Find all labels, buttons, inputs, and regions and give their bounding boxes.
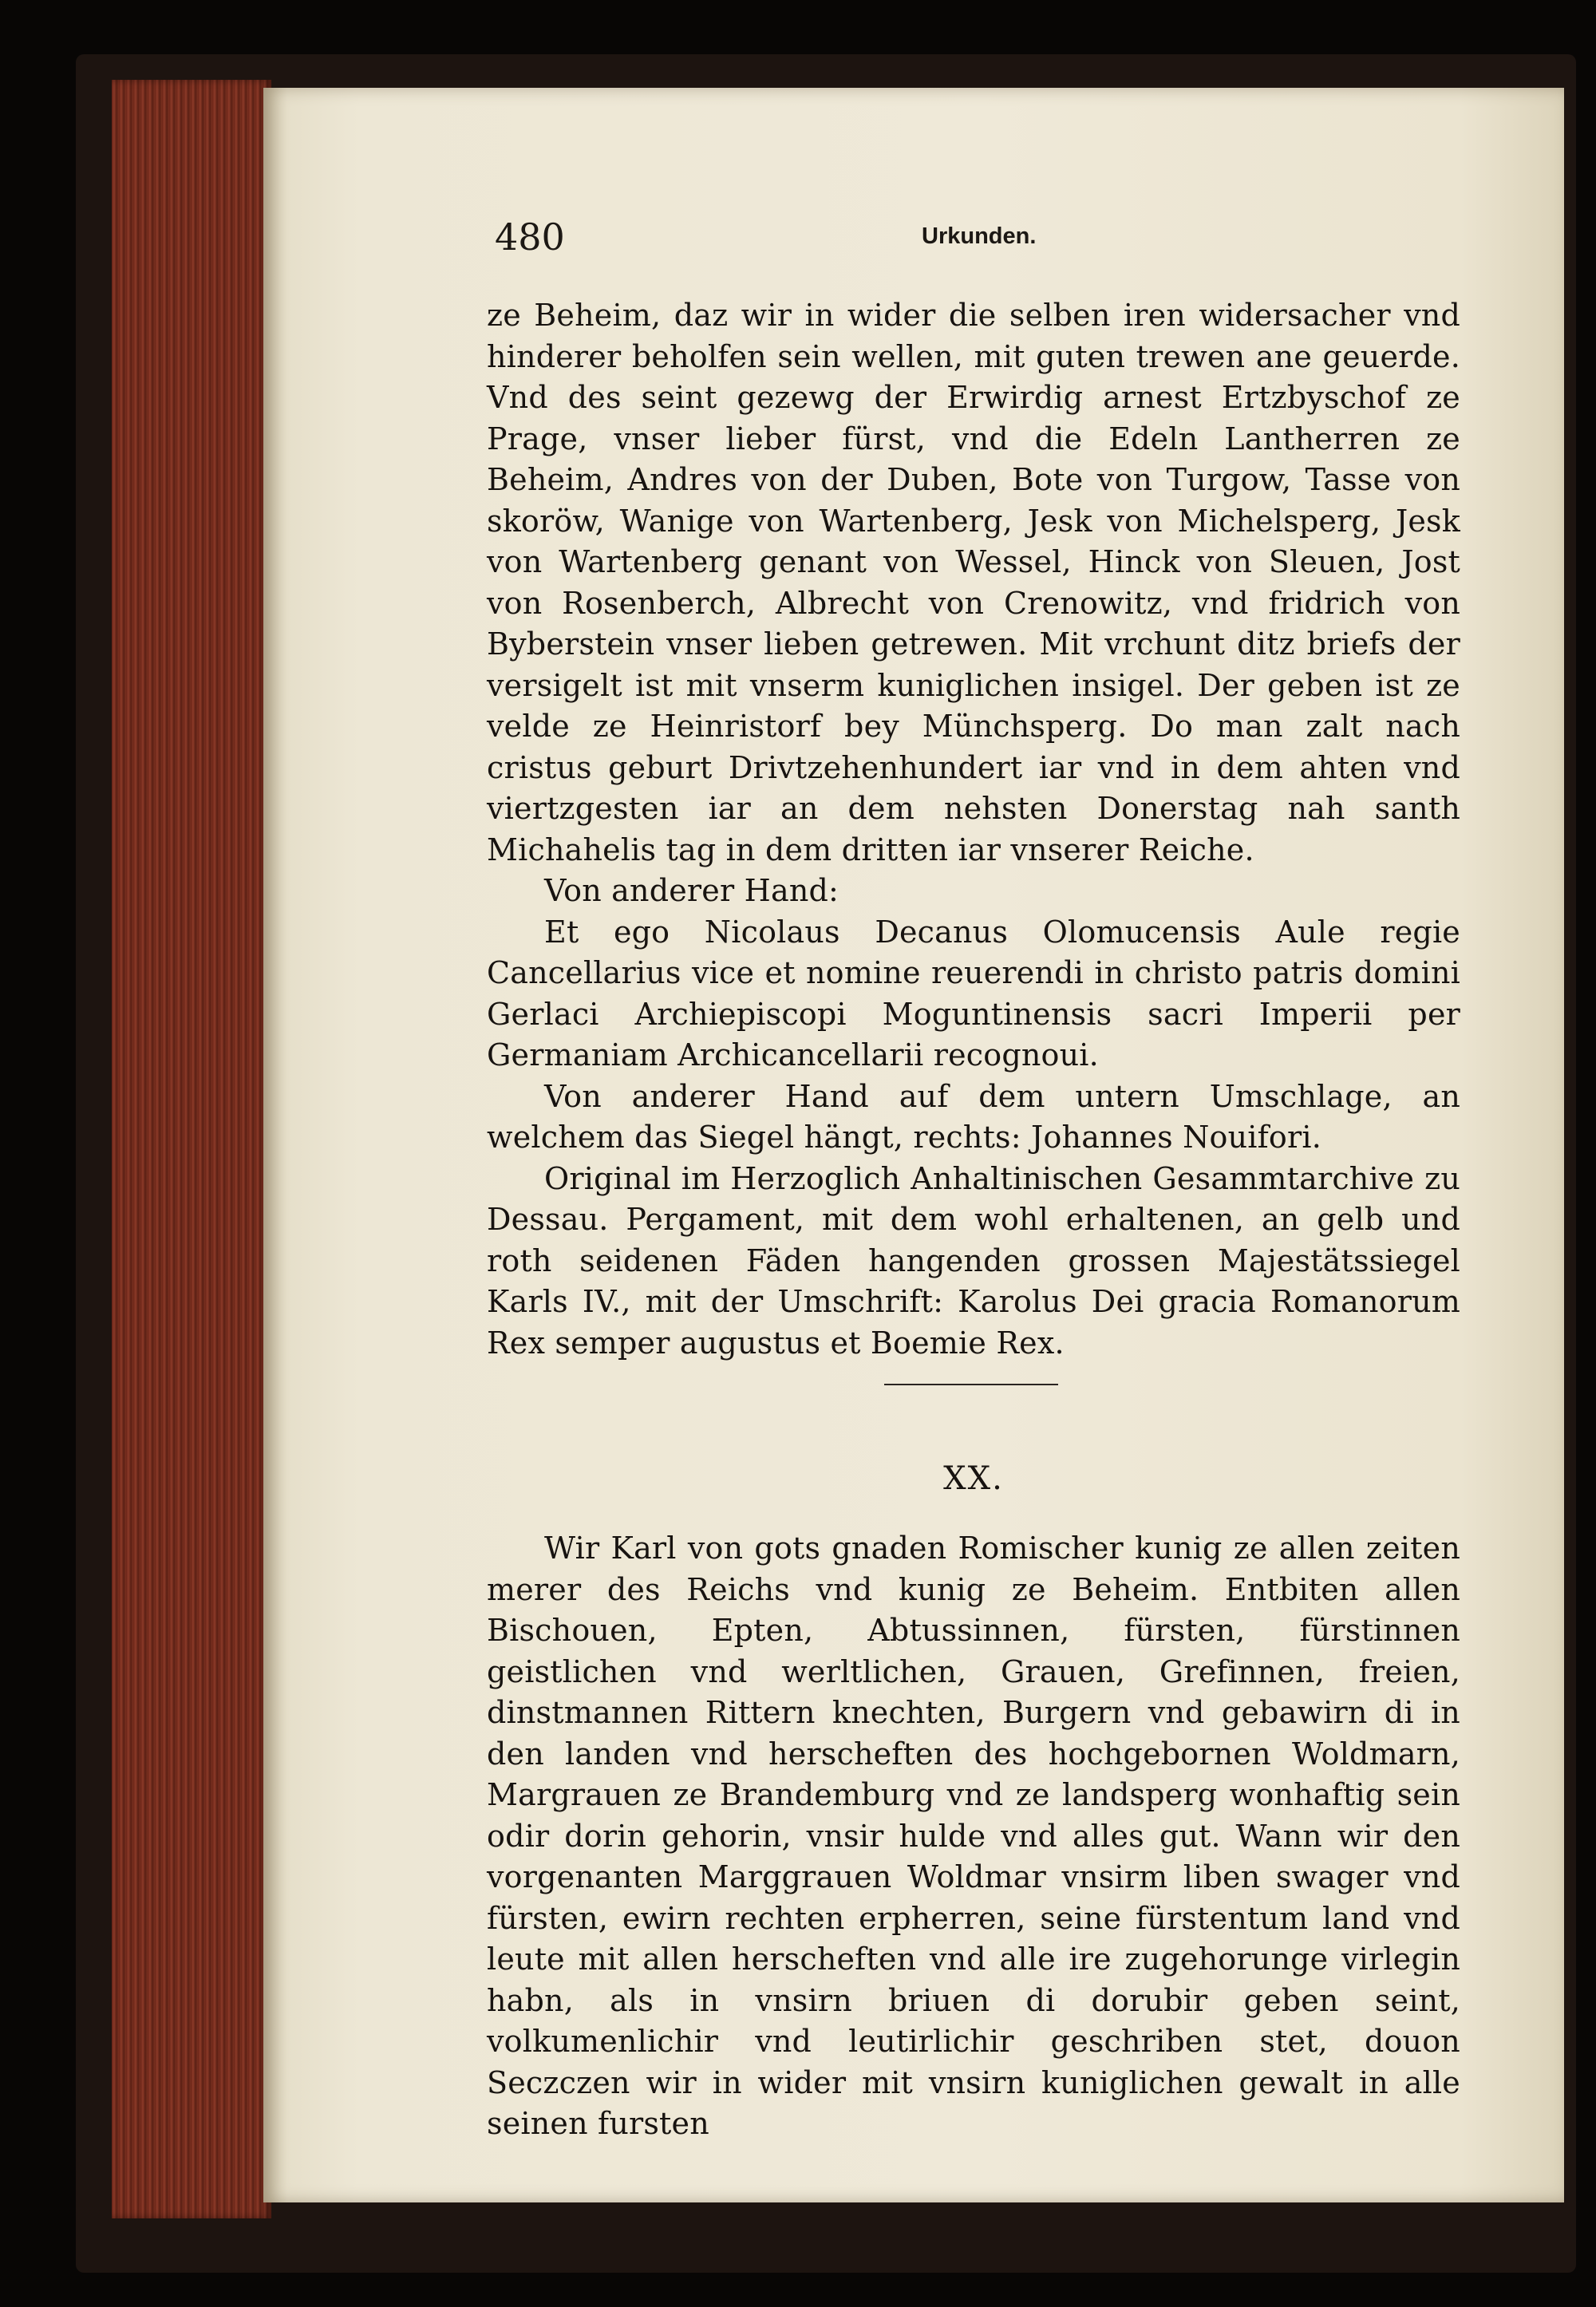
section-divider [884,1384,1058,1385]
page-header [495,215,1053,263]
paragraph: Et ego Nicolaus Decanus Olomucensis Aule regie Cancellarius vice et nomine reuerendi in christo patris domini Gerlaci Archiepiscopi Moguntinensis sacri Imperii per Germaniam Archicancellarii recognoui. [487,914,1460,1073]
document-b-text [487,1528,1460,2145]
running-title: Urkunden. [922,223,1037,249]
paragraph: Wir Karl von gots gnaden Romischer kunig ze allen zeiten merer des Reichs vnd kunig ze Beheim. Entbiten allen Bischouen, Epten, Abtussinnen, fürsten, fürstinnen geistlichen vnd werltlichen, Grauen, Grefinnen, freien, dinstmannen Rittern knechten, Burgern vnd gebawirn di in den landen vnd herscheften des hochgebornen Woldmarn, Margrauen ze Brandemburg vnd ze landsperg wonhaftig sein odir dorin gehorin, vnsir hulde vnd alles gut. Wann wir den vorgenanten Marggrauen Woldmar vnsirm liben swager vnd fürsten, ewirn rechten erpherren, seine fürstentum land vnd leute mit allen herscheften vnd alle ire zugehorunge virlegin habn, als in vnsirn briuen di dorubir geben seint, volkumenlichir vnd leutirlichir geschriben stet, douon Seczczen wir in wider mit vnsirn kuniglichen gewalt in alle seinen fursten [487,1531,1460,2141]
paragraph: Original im Herzoglich Anhaltinischen Gesammtarchive zu Dessau. Pergament, mit dem wohl erhaltenen, an gelb und roth seidenen Fäden hangenden grossen Majestätssiegel Karls IV., mit der Umschrift: Karolus Dei gracia Romanorum Rex semper augustus et Boemie Rex. [487,1160,1460,1361]
paragraph: Von anderer Hand auf dem untern Umschlage, an welchem das Siegel hängt, rechts: Johannes Nouifori. [487,1078,1460,1155]
page-edges [112,80,271,2218]
document-a-text [487,295,1460,1364]
page-number: 480 [495,215,565,259]
paragraph: ze Beheim, daz wir in wider die selben iren widersacher vnd hinderer beholfen sein wellen, mit guten trewen ane geuerde. Vnd des seint gezewg der Erwirdig arnest Ertzbyschof ze Prage, vnser lieber fürst, vnd die Edeln Lantherren ze Beheim, Andres von der Duben, Bote von Turgow, Tasse von skoröw, Wanige von Wartenberg, Jesk von Michelsperg, Jesk von Wartenberg genant von Wessel, Hinck von Sleuen, Jost von Rosenberch, Albrecht von Crenowitz, vnd fridrich von Byberstein vnser lieben getrewen. Mit vrchunt ditz briefs der versigelt ist mit vnserm kuniglichen insigel. Der geben ist ze velde ze Heinristorf bey Münchsperg. Do man zalt nach cristus geburt Drivtzehenhundert iar vnd in dem ahten vnd viertzgesten iar an dem nehsten Donerstag nah santh Michahelis tag in dem dritten iar vnserer Reiche. [487,298,1460,867]
section-heading: XX. [943,1460,1004,1497]
paragraph: Von anderer Hand: [544,873,839,908]
